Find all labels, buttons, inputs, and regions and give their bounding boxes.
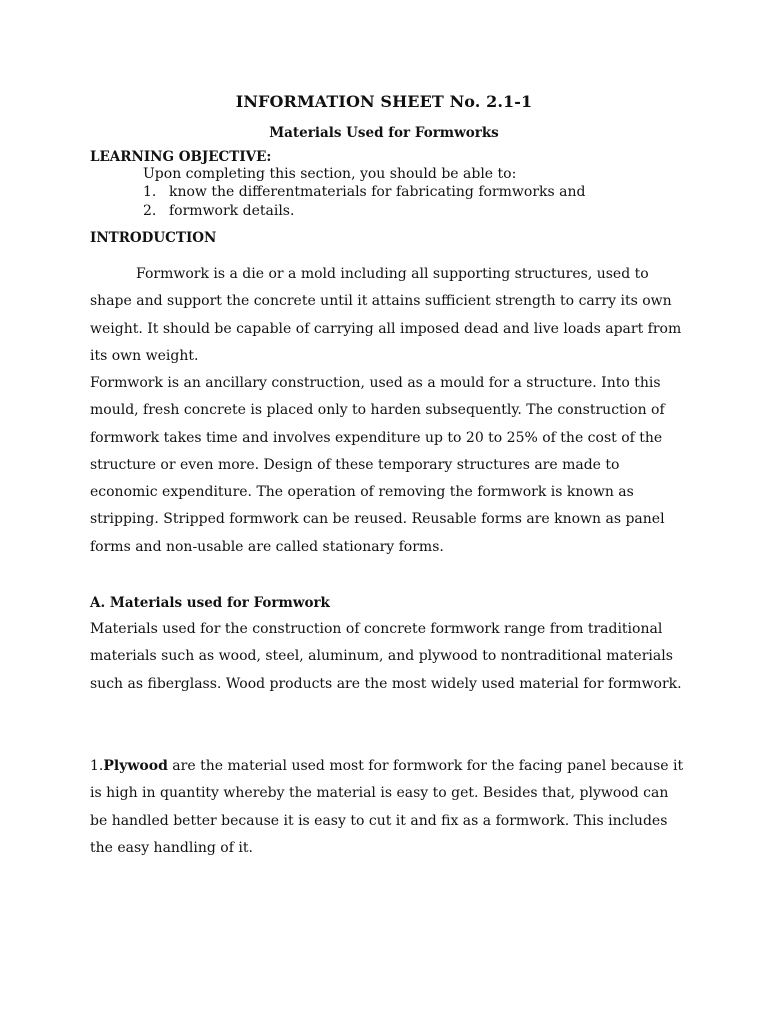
objective-item-text: formwork details. bbox=[169, 203, 295, 219]
plywood-term: Plywood bbox=[103, 758, 168, 774]
objective-item-number: 2. bbox=[143, 203, 157, 219]
learning-objective-intro: Upon completing this section, you should be able to: bbox=[143, 166, 517, 182]
introduction-paragraph-1 bbox=[90, 261, 690, 370]
objective-item-2 bbox=[143, 203, 294, 219]
plywood-text: are the material used most for formwork for the facing panel because it is high in quantity whereby the material is easy to get. Besides that, plywood can be handled better because it is easy to cut it and fix as a formwork. This includes the easy handling of it. bbox=[90, 758, 684, 856]
plywood-prefix: 1. bbox=[90, 758, 104, 774]
section-a-paragraph: Materials used for the construction of concrete formwork range from traditional materials such as wood, steel, aluminum, and plywood to nontraditional materials such as fiberglass. Wood products are the most widely used material for formwork. bbox=[90, 621, 682, 692]
objective-item-text: know the differentmaterials for fabricating formworks and bbox=[169, 184, 586, 200]
introduction-paragraph-1-text: Formwork is a die or a mold including all supporting structures, used to shape and support the concrete until it attains sufficient strength to carry its own weight. It should be capable of carrying all imposed dead and live loads apart from its own weight. bbox=[90, 266, 682, 364]
objective-item-number: 1. bbox=[143, 184, 157, 200]
page-subtitle: Materials Used for Formworks bbox=[269, 125, 499, 141]
objective-item-1 bbox=[143, 184, 585, 200]
plywood-paragraph bbox=[90, 753, 690, 862]
introduction-heading: INTRODUCTION bbox=[90, 230, 217, 246]
section-a-heading: A. Materials used for Formwork bbox=[90, 595, 330, 611]
learning-objective-heading: LEARNING OBJECTIVE: bbox=[90, 149, 272, 165]
introduction-paragraph-2: Formwork is an ancillary construction, used as a mould for a structure. Into this mould, fresh concrete is placed only to harden subsequently. The construction of formwork takes time and involves expenditure up to 20 to 25% of the cost of the structure or even more. Design of these temporary structures are made to economic expenditure. The operation of removing the formwork is known as stripping. Stripped formwork can be reused. Reusable forms are known as panel forms and non-usable are called stationary forms. bbox=[90, 375, 665, 555]
page-title: INFORMATION SHEET No. 2.1-1 bbox=[235, 92, 533, 111]
